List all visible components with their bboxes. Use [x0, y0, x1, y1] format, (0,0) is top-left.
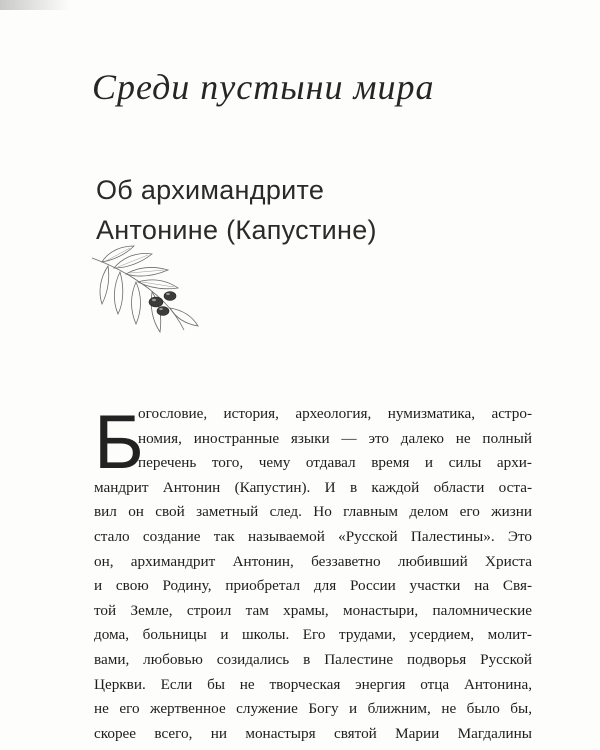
text-line: скорее всего, ни монастыря святой Марии Магдалины	[94, 724, 532, 742]
text-line: вил он свой заметный след. Но главным делом его жизни	[94, 503, 532, 521]
text-line: перечень того, чему отдавал время и силы архи-	[138, 454, 532, 472]
text-line: вами, любовью созидались в Палестине подворья Русской	[94, 650, 532, 668]
text-line: той Земле, строил там храмы, монастыри, паломнические	[94, 601, 532, 619]
page-title: Среди пустыни мира	[92, 67, 435, 107]
text-line: Церкви. Если бы не творческая энергия отца Антонина,	[94, 675, 532, 693]
text-line: мандрит Антонин (Капустин). И в каждой области оста-	[94, 478, 532, 496]
scan-shadow	[0, 0, 70, 10]
subtitle-line: Антонине (Капустине)	[96, 215, 377, 245]
text-line: и свою Родину, приобретал для России участки на Свя-	[94, 577, 532, 595]
drop-cap: Б	[94, 400, 144, 485]
text-line: не его жертвенное служение Богу и ближним, не было бы,	[94, 700, 532, 718]
text-line: огословие, история, археология, нумизматика, астро-	[138, 405, 532, 422]
olive-branch-icon	[90, 244, 200, 344]
text-line: стало создание так называемой «Русской Палестины». Это	[94, 527, 532, 545]
text-line: номия, иностранные языки — это далеко не полный	[138, 429, 532, 447]
body-text	[94, 402, 532, 746]
text-line: дома, больницы и школы. Его трудами, усердием, молит-	[94, 626, 532, 644]
subtitle-line: Об архимандрите	[96, 175, 325, 205]
text-line: он, архимандрит Антонин, беззаветно любивший Христа	[94, 552, 532, 570]
chapter-subtitle	[96, 170, 377, 250]
